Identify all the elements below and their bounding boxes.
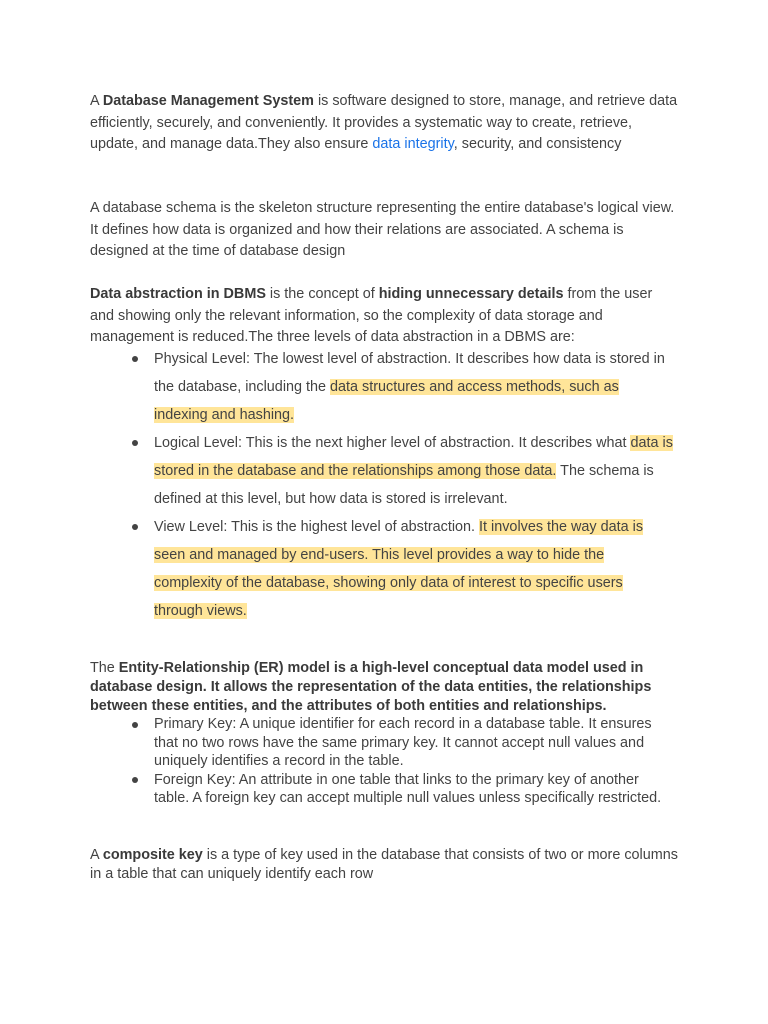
text: , security, and consistency [453, 136, 622, 152]
bold-term: composite key [102, 847, 203, 863]
list-item-primary-key: Primary Key: A unique identifier for each record in a database table. It ensures that no two rows have the same primary key. It cannot accept null values and uniquely identifies a record in the table. [130, 715, 675, 771]
list-item-logical-level [130, 429, 675, 513]
list-item-view-level [130, 513, 675, 625]
er-model-paragraph [90, 659, 680, 715]
text: A database schema is the skeleton structure representing the entire database's logical view. It defines how data is organized and how their relations are associated. A schema is designed at the time of database design [90, 200, 675, 259]
dbms-definition-paragraph [90, 91, 680, 156]
highlighted-text: data is stored in the database and the relationships among those data. [154, 435, 673, 479]
bold-term: Data abstraction in DBMS [90, 286, 266, 302]
highlighted-text: data structures and access methods, such as indexing and hashing. [154, 379, 619, 423]
text: The schema is defined at this level, but how data is stored is irrelevant. [154, 463, 654, 507]
text: is software designed to store, manage, and retrieve data efficiently, securely, and conveniently. It provides a systematic way to create, retrieve, update, and manage data.They also ensure [90, 93, 678, 152]
highlighted-text: It involves the way data is seen and managed by end-users. This level provides a way to hide the complexity of the database, showing only data of interest to specific users through views. [154, 519, 644, 619]
list-item-physical-level [130, 345, 675, 429]
text: View Level: This is the highest level of abstraction. [154, 519, 480, 535]
abstraction-paragraph [90, 284, 680, 349]
bold-term: Entity-Relationship (ER) model is a high-level conceptual data model used in database design. It allows the representation of the data entities, the relationships between these entities, and the attributes of both entities and relationships. [90, 660, 652, 714]
text: A [90, 93, 103, 109]
composite-key-paragraph [90, 846, 680, 884]
bold-term: hiding unnecessary details [378, 286, 564, 302]
text: is a type of key used in the database that consists of two or more columns in a table that can uniquely identify each row [90, 847, 678, 882]
text: The [90, 660, 119, 676]
schema-paragraph [90, 198, 680, 263]
keys-list [130, 715, 675, 808]
bold-term: Database Management System [102, 93, 314, 109]
text: Logical Level: This is the next higher level of abstraction. It describes what [154, 435, 631, 451]
text: Physical Level: The lowest level of abstraction. It describes how data is stored in the database, including the [154, 351, 665, 395]
list-item-foreign-key: Foreign Key: An attribute in one table that links to the primary key of another table. A foreign key can accept multiple null values unless specifically restricted. [130, 771, 675, 808]
text: A [90, 847, 103, 863]
data-integrity-link[interactable]: data integrity [372, 136, 454, 152]
text: is the concept of [265, 286, 379, 302]
text: from the user and showing only the relevant information, so the complexity of data storage and management is reduced.The three levels of data abstraction in a DBMS are: [90, 286, 653, 345]
abstraction-levels-list [130, 345, 675, 625]
